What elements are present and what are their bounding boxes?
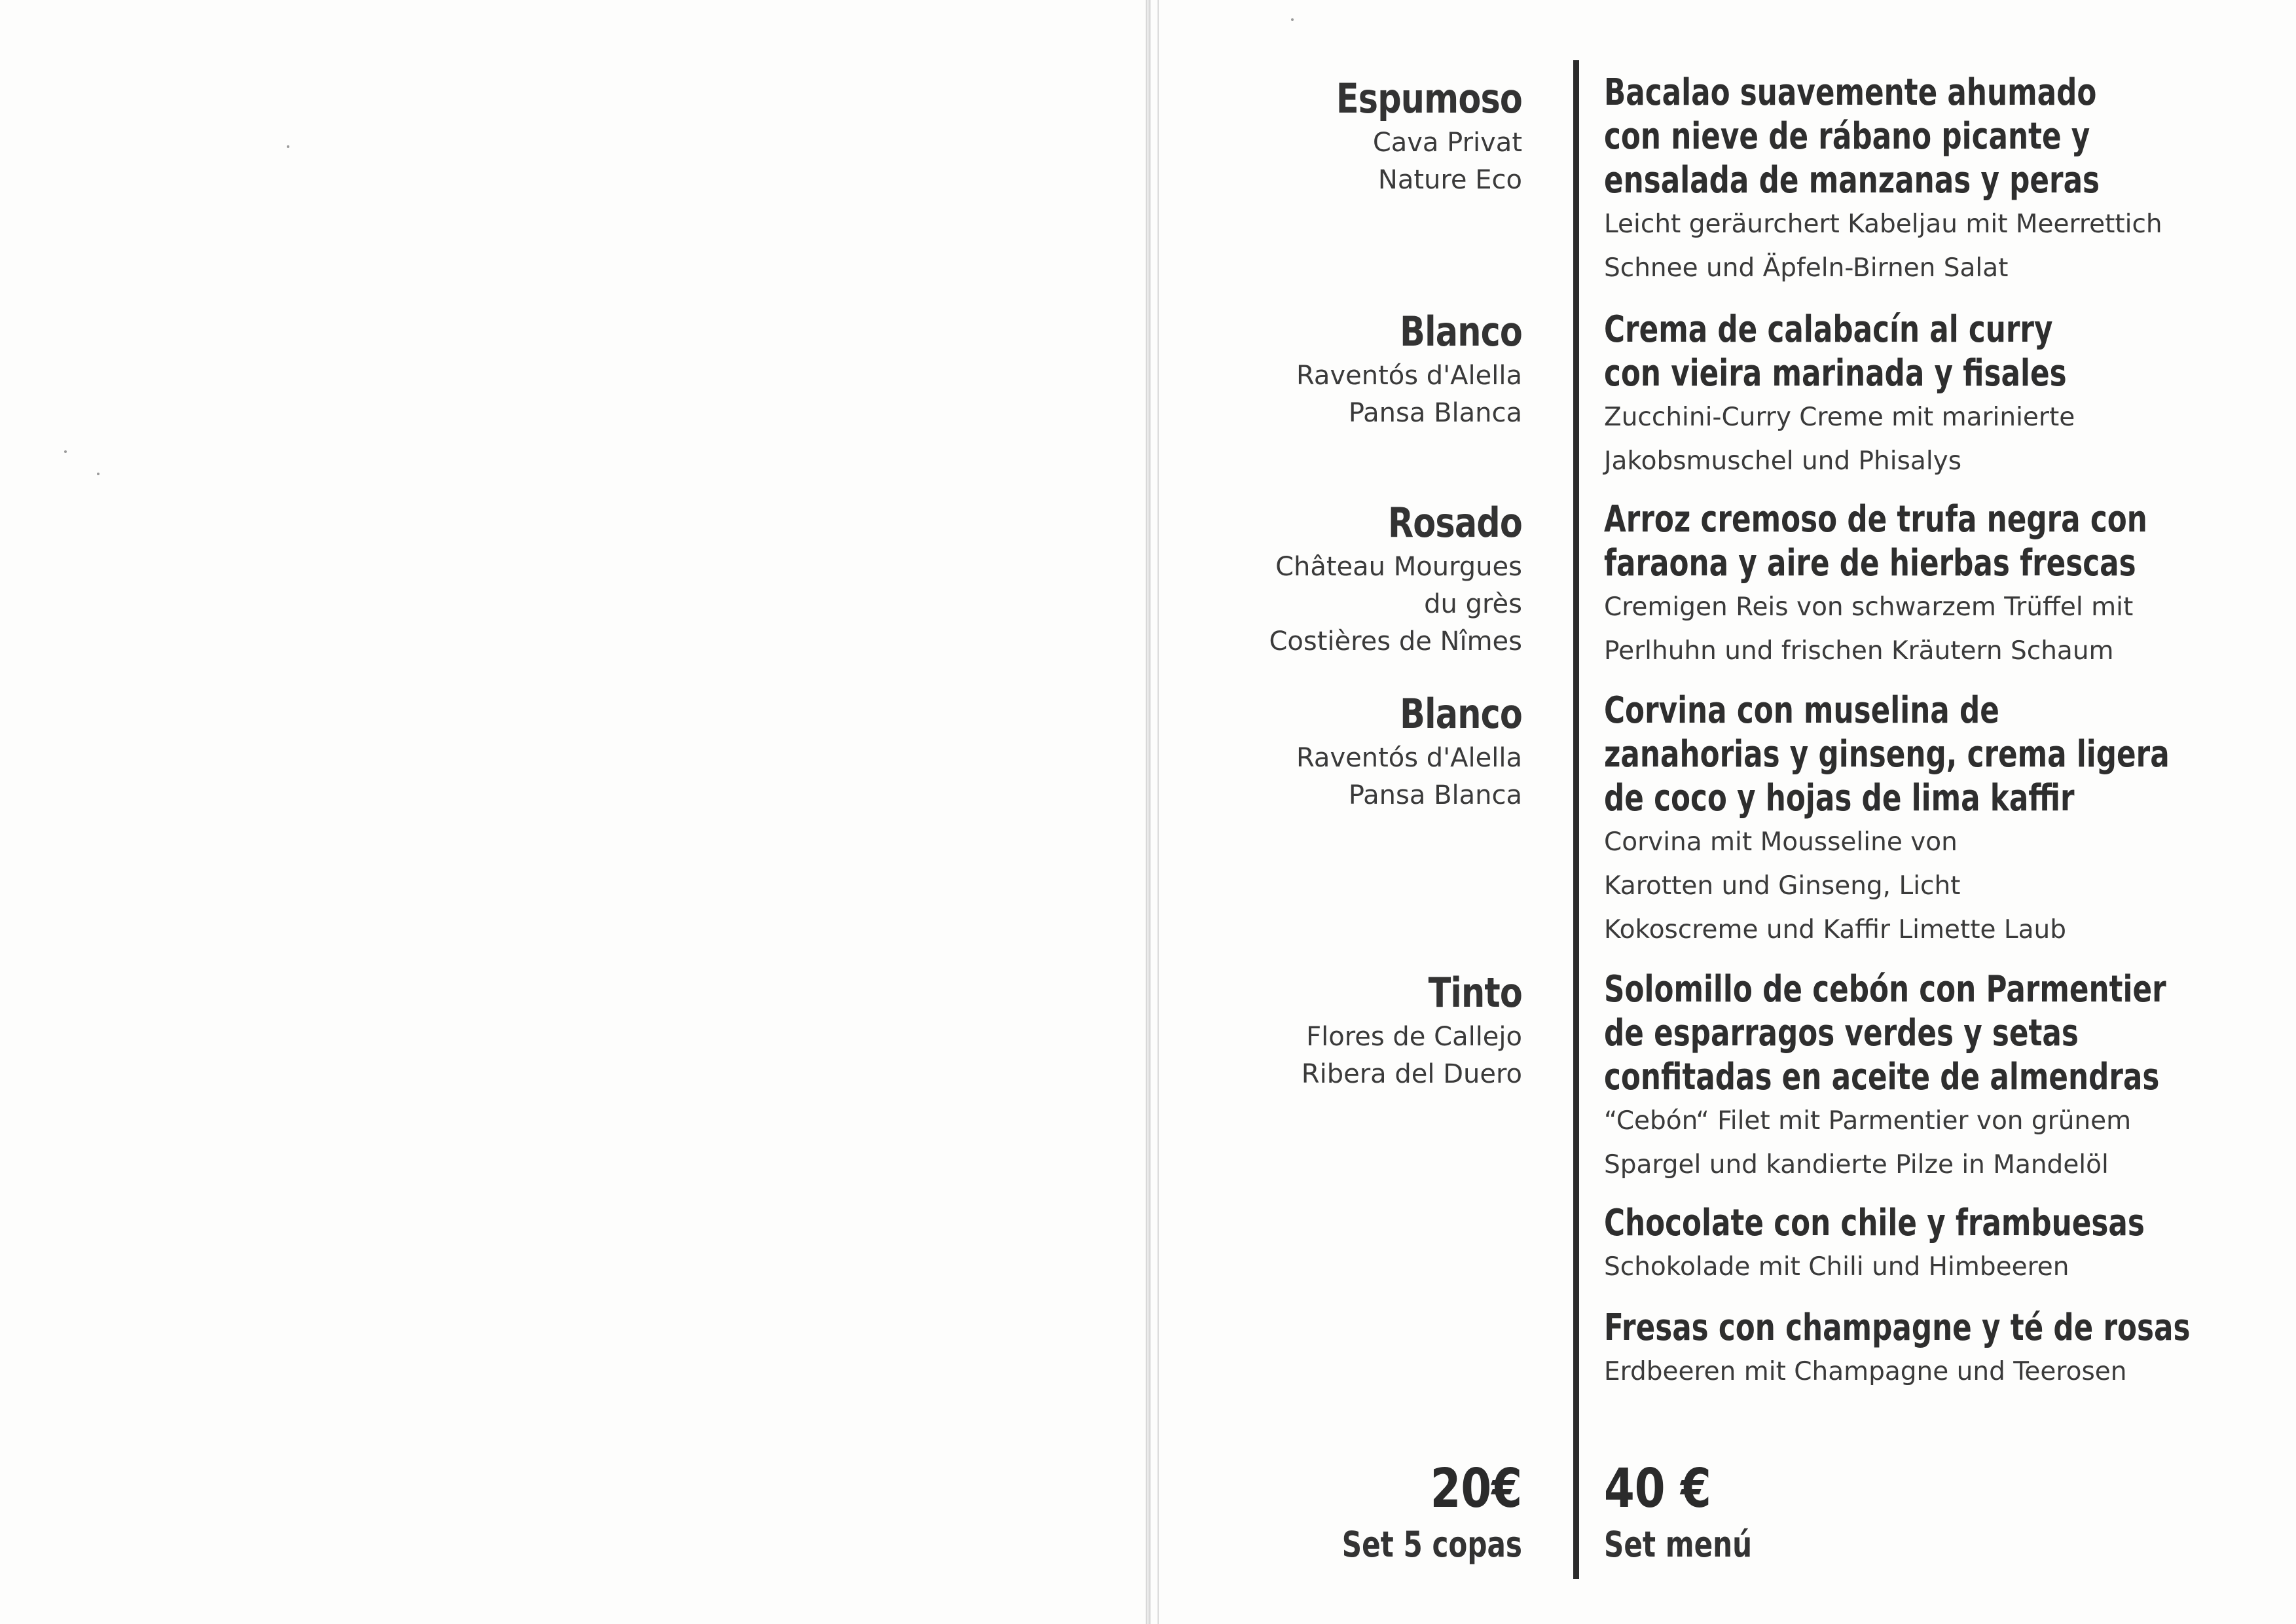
menu-set-price: 40 € bbox=[1604, 1458, 1711, 1520]
dish-description: Schokolade mit Chili und Himbeeren bbox=[1604, 1252, 2069, 1282]
dish-title: faraona y aire de hierbas frescas bbox=[1604, 542, 2136, 585]
dish-description: Zucchini-Curry Creme mit marinierte bbox=[1604, 403, 2075, 432]
dish-description: Spargel und kandierte Pilze in Mandelöl bbox=[1604, 1150, 2109, 1180]
wine-set-price-block bbox=[1195, 1456, 1522, 1568]
wine-espumoso bbox=[1129, 73, 1522, 199]
wine-line: Costières de Nîmes bbox=[1269, 626, 1522, 657]
dish-description: Leicht geräurchert Kabeljau mit Meerrettich bbox=[1604, 209, 2162, 239]
wine-line: Nature Eco bbox=[1377, 165, 1522, 195]
wine-heading: Tinto bbox=[1428, 969, 1522, 1017]
wine-line: Raventós d'Alella bbox=[1296, 743, 1522, 773]
dish-description: Cremigen Reis von schwarzem Trüffel mit bbox=[1604, 592, 2134, 622]
wine-heading: Rosado bbox=[1387, 499, 1522, 547]
dish-title: Solomillo de cebón con Parmentier bbox=[1604, 968, 2166, 1011]
dish-title: confitadas en aceite de almendras bbox=[1604, 1056, 2160, 1098]
wine-heading: Blanco bbox=[1400, 308, 1522, 355]
dish-title: con nieve de rábano picante y bbox=[1604, 115, 2090, 158]
menu-set-price-block bbox=[1604, 1456, 1931, 1568]
wine-heading: Espumoso bbox=[1336, 75, 1522, 122]
dish-title: de esparragos verdes y setas bbox=[1604, 1012, 2079, 1055]
wine-line: Raventós d'Alella bbox=[1296, 361, 1522, 391]
dish-description: Jakobsmuschel und Phisalys bbox=[1604, 446, 1962, 476]
wine-line: du grès bbox=[1424, 589, 1522, 619]
dish-corvina bbox=[1604, 689, 2259, 952]
dish-fresas bbox=[1604, 1306, 2259, 1394]
wine-blanco-2 bbox=[1129, 689, 1522, 814]
dish-title: zanahorias y ginseng, crema ligera bbox=[1604, 733, 2170, 776]
paper-speck bbox=[64, 450, 67, 453]
dish-title: con vieira marinada y fisales bbox=[1604, 352, 2067, 395]
wine-line: Château Mourgues bbox=[1275, 552, 1522, 582]
wine-blanco-1 bbox=[1129, 306, 1522, 432]
wine-line: Pansa Blanca bbox=[1348, 398, 1522, 428]
dish-title: Bacalao suavemente ahumado bbox=[1604, 71, 2097, 114]
wine-line: Flores de Callejo bbox=[1306, 1022, 1522, 1052]
dish-crema-calabacin bbox=[1604, 308, 2259, 483]
dish-solomillo bbox=[1604, 967, 2259, 1187]
dish-description: Karotten und Ginseng, Licht bbox=[1604, 871, 1961, 901]
dish-title: ensalada de manzanas y peras bbox=[1604, 159, 2100, 202]
dish-bacalao bbox=[1604, 71, 2259, 290]
dish-title: Fresas con champagne y té de rosas bbox=[1604, 1307, 2191, 1349]
menu-set-label: Set menú bbox=[1604, 1524, 1753, 1565]
dish-description: “Cebón“ Filet mit Parmentier von grünem bbox=[1604, 1106, 2132, 1136]
dish-title: Corvina con muselina de bbox=[1604, 689, 1999, 732]
paper-speck bbox=[287, 145, 289, 148]
wine-line: Ribera del Duero bbox=[1301, 1059, 1522, 1089]
dish-title: Crema de calabacín al curry bbox=[1604, 308, 2053, 351]
dish-description: Erdbeeren mit Champagne und Teerosen bbox=[1604, 1357, 2127, 1386]
wine-rosado bbox=[1129, 497, 1522, 660]
paper-speck bbox=[1291, 18, 1294, 21]
dish-title: Chocolate con chile y frambuesas bbox=[1604, 1202, 2145, 1244]
dish-chocolate bbox=[1604, 1201, 2259, 1289]
dish-arroz-trufa bbox=[1604, 497, 2259, 673]
dish-description: Schnee und Äpfeln-Birnen Salat bbox=[1604, 253, 2009, 283]
wine-line: Cava Privat bbox=[1372, 128, 1522, 158]
wine-set-label: Set 5 copas bbox=[1341, 1524, 1522, 1565]
dish-description: Corvina mit Mousseline von bbox=[1604, 827, 1958, 857]
paper-speck bbox=[97, 473, 100, 475]
column-divider bbox=[1573, 60, 1579, 1579]
wine-tinto bbox=[1129, 967, 1522, 1093]
wine-line: Pansa Blanca bbox=[1348, 780, 1522, 810]
dish-description: Perlhuhn und frischen Kräutern Schaum bbox=[1604, 636, 2114, 666]
dish-title: Arroz cremoso de trufa negra con bbox=[1604, 498, 2147, 541]
wine-set-price: 20€ bbox=[1430, 1458, 1522, 1520]
wine-heading: Blanco bbox=[1400, 690, 1522, 738]
dish-description: Kokoscreme und Kaffir Limette Laub bbox=[1604, 915, 2066, 945]
dish-title: de coco y hojas de lima kaffir bbox=[1604, 777, 2075, 820]
